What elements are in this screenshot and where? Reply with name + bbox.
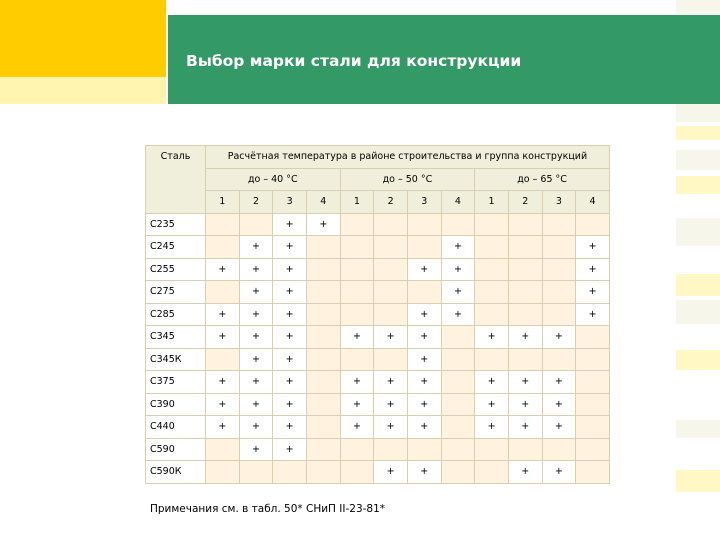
applicability-cell: +: [239, 258, 273, 281]
applicability-cell: [441, 371, 475, 394]
steel-grade-cell: С245: [146, 236, 206, 259]
table-row: [146, 348, 610, 371]
group-number-header: 4: [441, 191, 475, 214]
applicability-cell: +: [576, 236, 610, 259]
applicability-cell: [340, 461, 374, 484]
applicability-cell: [340, 303, 374, 326]
applicability-cell: [542, 258, 576, 281]
applicability-cell: +: [542, 461, 576, 484]
applicability-cell: [542, 281, 576, 304]
applicability-cell: +: [239, 371, 273, 394]
applicability-cell: [340, 213, 374, 236]
header-row-2: [146, 168, 610, 191]
steel-grade-cell: С235: [146, 213, 206, 236]
applicability-cell: [441, 213, 475, 236]
applicability-cell: [576, 438, 610, 461]
applicability-cell: [340, 258, 374, 281]
applicability-cell: +: [340, 416, 374, 439]
applicability-cell: [407, 438, 441, 461]
applicability-cell: +: [239, 281, 273, 304]
applicability-cell: +: [441, 281, 475, 304]
steel-grade-cell: С285: [146, 303, 206, 326]
table-row: [146, 258, 610, 281]
applicability-cell: [306, 348, 340, 371]
applicability-cell: +: [441, 303, 475, 326]
steel-grade-cell: С345К: [146, 348, 206, 371]
applicability-cell: [508, 213, 542, 236]
applicability-cell: +: [374, 326, 408, 349]
applicability-cell: +: [576, 258, 610, 281]
applicability-cell: [407, 213, 441, 236]
applicability-cell: [206, 236, 240, 259]
steel-grade-cell: С590: [146, 438, 206, 461]
applicability-cell: +: [239, 348, 273, 371]
applicability-cell: +: [273, 438, 307, 461]
group-number-header: 4: [306, 191, 340, 214]
applicability-cell: +: [508, 371, 542, 394]
applicability-cell: +: [239, 303, 273, 326]
applicability-cell: +: [508, 393, 542, 416]
applicability-cell: +: [273, 281, 307, 304]
applicability-cell: [306, 258, 340, 281]
applicability-cell: +: [508, 416, 542, 439]
applicability-cell: [576, 348, 610, 371]
applicability-cell: [340, 438, 374, 461]
applicability-cell: +: [508, 326, 542, 349]
applicability-cell: +: [273, 348, 307, 371]
group-number-header: 3: [407, 191, 441, 214]
applicability-cell: +: [441, 258, 475, 281]
applicability-cell: [239, 213, 273, 236]
applicability-cell: +: [542, 393, 576, 416]
applicability-cell: [576, 326, 610, 349]
applicability-cell: +: [407, 461, 441, 484]
applicability-cell: [374, 213, 408, 236]
group-number-header: 3: [542, 191, 576, 214]
applicability-cell: +: [206, 303, 240, 326]
applicability-cell: [508, 281, 542, 304]
applicability-cell: [475, 438, 509, 461]
applicability-cell: [542, 348, 576, 371]
table-row: [146, 213, 610, 236]
applicability-cell: +: [475, 326, 509, 349]
temperature-header: Расчётная температура в районе строительства и группа конструкций: [206, 146, 610, 169]
applicability-cell: +: [340, 326, 374, 349]
applicability-cell: +: [407, 258, 441, 281]
applicability-cell: [306, 371, 340, 394]
applicability-cell: [475, 213, 509, 236]
applicability-cell: +: [206, 393, 240, 416]
applicability-cell: +: [306, 213, 340, 236]
applicability-cell: [542, 213, 576, 236]
applicability-cell: +: [239, 416, 273, 439]
applicability-cell: +: [273, 416, 307, 439]
applicability-cell: +: [542, 326, 576, 349]
applicability-cell: [475, 461, 509, 484]
applicability-cell: +: [239, 438, 273, 461]
table-row: [146, 326, 610, 349]
applicability-cell: [576, 371, 610, 394]
applicability-cell: [441, 393, 475, 416]
steel-grade-cell: С275: [146, 281, 206, 304]
applicability-cell: [306, 393, 340, 416]
applicability-cell: +: [273, 326, 307, 349]
table-row: [146, 393, 610, 416]
applicability-cell: [542, 236, 576, 259]
temp-range-header: до – 40 °С: [206, 168, 341, 191]
steel-grade-cell: С255: [146, 258, 206, 281]
applicability-cell: +: [273, 236, 307, 259]
accent-yellow-strip: [0, 77, 166, 104]
applicability-cell: [374, 303, 408, 326]
temp-range-header: до – 65 °С: [475, 168, 610, 191]
applicability-cell: +: [407, 348, 441, 371]
applicability-cell: +: [475, 393, 509, 416]
applicability-cell: [576, 393, 610, 416]
applicability-cell: +: [542, 371, 576, 394]
applicability-cell: [475, 348, 509, 371]
applicability-cell: [508, 236, 542, 259]
applicability-cell: +: [576, 303, 610, 326]
applicability-cell: [340, 348, 374, 371]
applicability-cell: [306, 281, 340, 304]
table-row: [146, 461, 610, 484]
applicability-cell: [206, 281, 240, 304]
temp-range-header: до – 50 °С: [340, 168, 475, 191]
accent-yellow-block: [0, 0, 166, 77]
applicability-cell: [441, 348, 475, 371]
applicability-cell: [374, 258, 408, 281]
applicability-cell: +: [273, 258, 307, 281]
table-row: [146, 303, 610, 326]
applicability-cell: +: [441, 236, 475, 259]
header-row-3: [146, 191, 610, 214]
applicability-cell: [206, 348, 240, 371]
steel-grade-cell: С440: [146, 416, 206, 439]
group-number-header: 1: [475, 191, 509, 214]
steel-column-header: Сталь: [146, 146, 206, 214]
applicability-cell: [542, 438, 576, 461]
applicability-cell: [475, 236, 509, 259]
applicability-cell: +: [374, 461, 408, 484]
applicability-cell: [576, 213, 610, 236]
table-row: [146, 236, 610, 259]
applicability-cell: [475, 281, 509, 304]
slide-title: Выбор марки стали для конструкции: [186, 52, 522, 70]
applicability-cell: [306, 326, 340, 349]
table-row: [146, 281, 610, 304]
applicability-cell: [306, 303, 340, 326]
applicability-cell: +: [340, 393, 374, 416]
group-number-header: 1: [206, 191, 240, 214]
applicability-cell: [441, 438, 475, 461]
applicability-cell: +: [273, 213, 307, 236]
applicability-cell: [374, 438, 408, 461]
applicability-cell: [508, 303, 542, 326]
applicability-cell: [441, 461, 475, 484]
applicability-cell: [576, 461, 610, 484]
decorative-stripes: [676, 0, 720, 540]
steel-grade-cell: С390: [146, 393, 206, 416]
applicability-cell: +: [273, 303, 307, 326]
applicability-cell: +: [239, 393, 273, 416]
applicability-cell: [576, 416, 610, 439]
applicability-cell: +: [576, 281, 610, 304]
steel-grade-cell: С375: [146, 371, 206, 394]
applicability-cell: [206, 461, 240, 484]
steel-grade-cell: С590К: [146, 461, 206, 484]
applicability-cell: +: [407, 371, 441, 394]
table-row: [146, 438, 610, 461]
applicability-cell: [407, 236, 441, 259]
applicability-cell: [374, 236, 408, 259]
applicability-cell: +: [542, 416, 576, 439]
applicability-cell: +: [239, 236, 273, 259]
applicability-cell: +: [475, 371, 509, 394]
applicability-cell: [206, 213, 240, 236]
applicability-cell: [306, 438, 340, 461]
applicability-cell: +: [273, 393, 307, 416]
applicability-cell: [273, 461, 307, 484]
applicability-cell: +: [206, 326, 240, 349]
applicability-cell: +: [407, 326, 441, 349]
applicability-cell: +: [206, 258, 240, 281]
steel-grade-cell: С345: [146, 326, 206, 349]
notes-text: Примечания см. в табл. 50* СНиП II-23-81*: [150, 503, 386, 515]
group-number-header: 4: [576, 191, 610, 214]
applicability-cell: [374, 281, 408, 304]
group-number-header: 3: [273, 191, 307, 214]
applicability-cell: [206, 438, 240, 461]
applicability-cell: +: [273, 371, 307, 394]
applicability-cell: [306, 416, 340, 439]
applicability-cell: +: [374, 393, 408, 416]
steel-grade-table: [145, 145, 610, 484]
applicability-cell: [475, 303, 509, 326]
applicability-cell: [239, 461, 273, 484]
applicability-cell: [542, 303, 576, 326]
applicability-cell: [407, 281, 441, 304]
applicability-cell: [340, 236, 374, 259]
applicability-cell: [374, 348, 408, 371]
applicability-cell: +: [206, 371, 240, 394]
applicability-cell: +: [374, 416, 408, 439]
group-number-header: 2: [374, 191, 408, 214]
group-number-header: 1: [340, 191, 374, 214]
applicability-cell: +: [475, 416, 509, 439]
group-number-header: 2: [508, 191, 542, 214]
applicability-cell: [508, 258, 542, 281]
applicability-cell: [340, 281, 374, 304]
applicability-cell: [306, 461, 340, 484]
applicability-cell: +: [239, 326, 273, 349]
applicability-cell: [441, 416, 475, 439]
applicability-cell: [441, 326, 475, 349]
applicability-cell: +: [407, 303, 441, 326]
group-number-header: 2: [239, 191, 273, 214]
applicability-cell: [306, 236, 340, 259]
table-row: [146, 371, 610, 394]
applicability-cell: +: [407, 416, 441, 439]
applicability-cell: +: [508, 461, 542, 484]
table-row: [146, 416, 610, 439]
applicability-cell: +: [340, 371, 374, 394]
applicability-cell: +: [374, 371, 408, 394]
header-row-1: [146, 146, 610, 169]
applicability-cell: [475, 258, 509, 281]
applicability-cell: [508, 438, 542, 461]
applicability-cell: +: [407, 393, 441, 416]
applicability-cell: +: [206, 416, 240, 439]
applicability-cell: [508, 348, 542, 371]
